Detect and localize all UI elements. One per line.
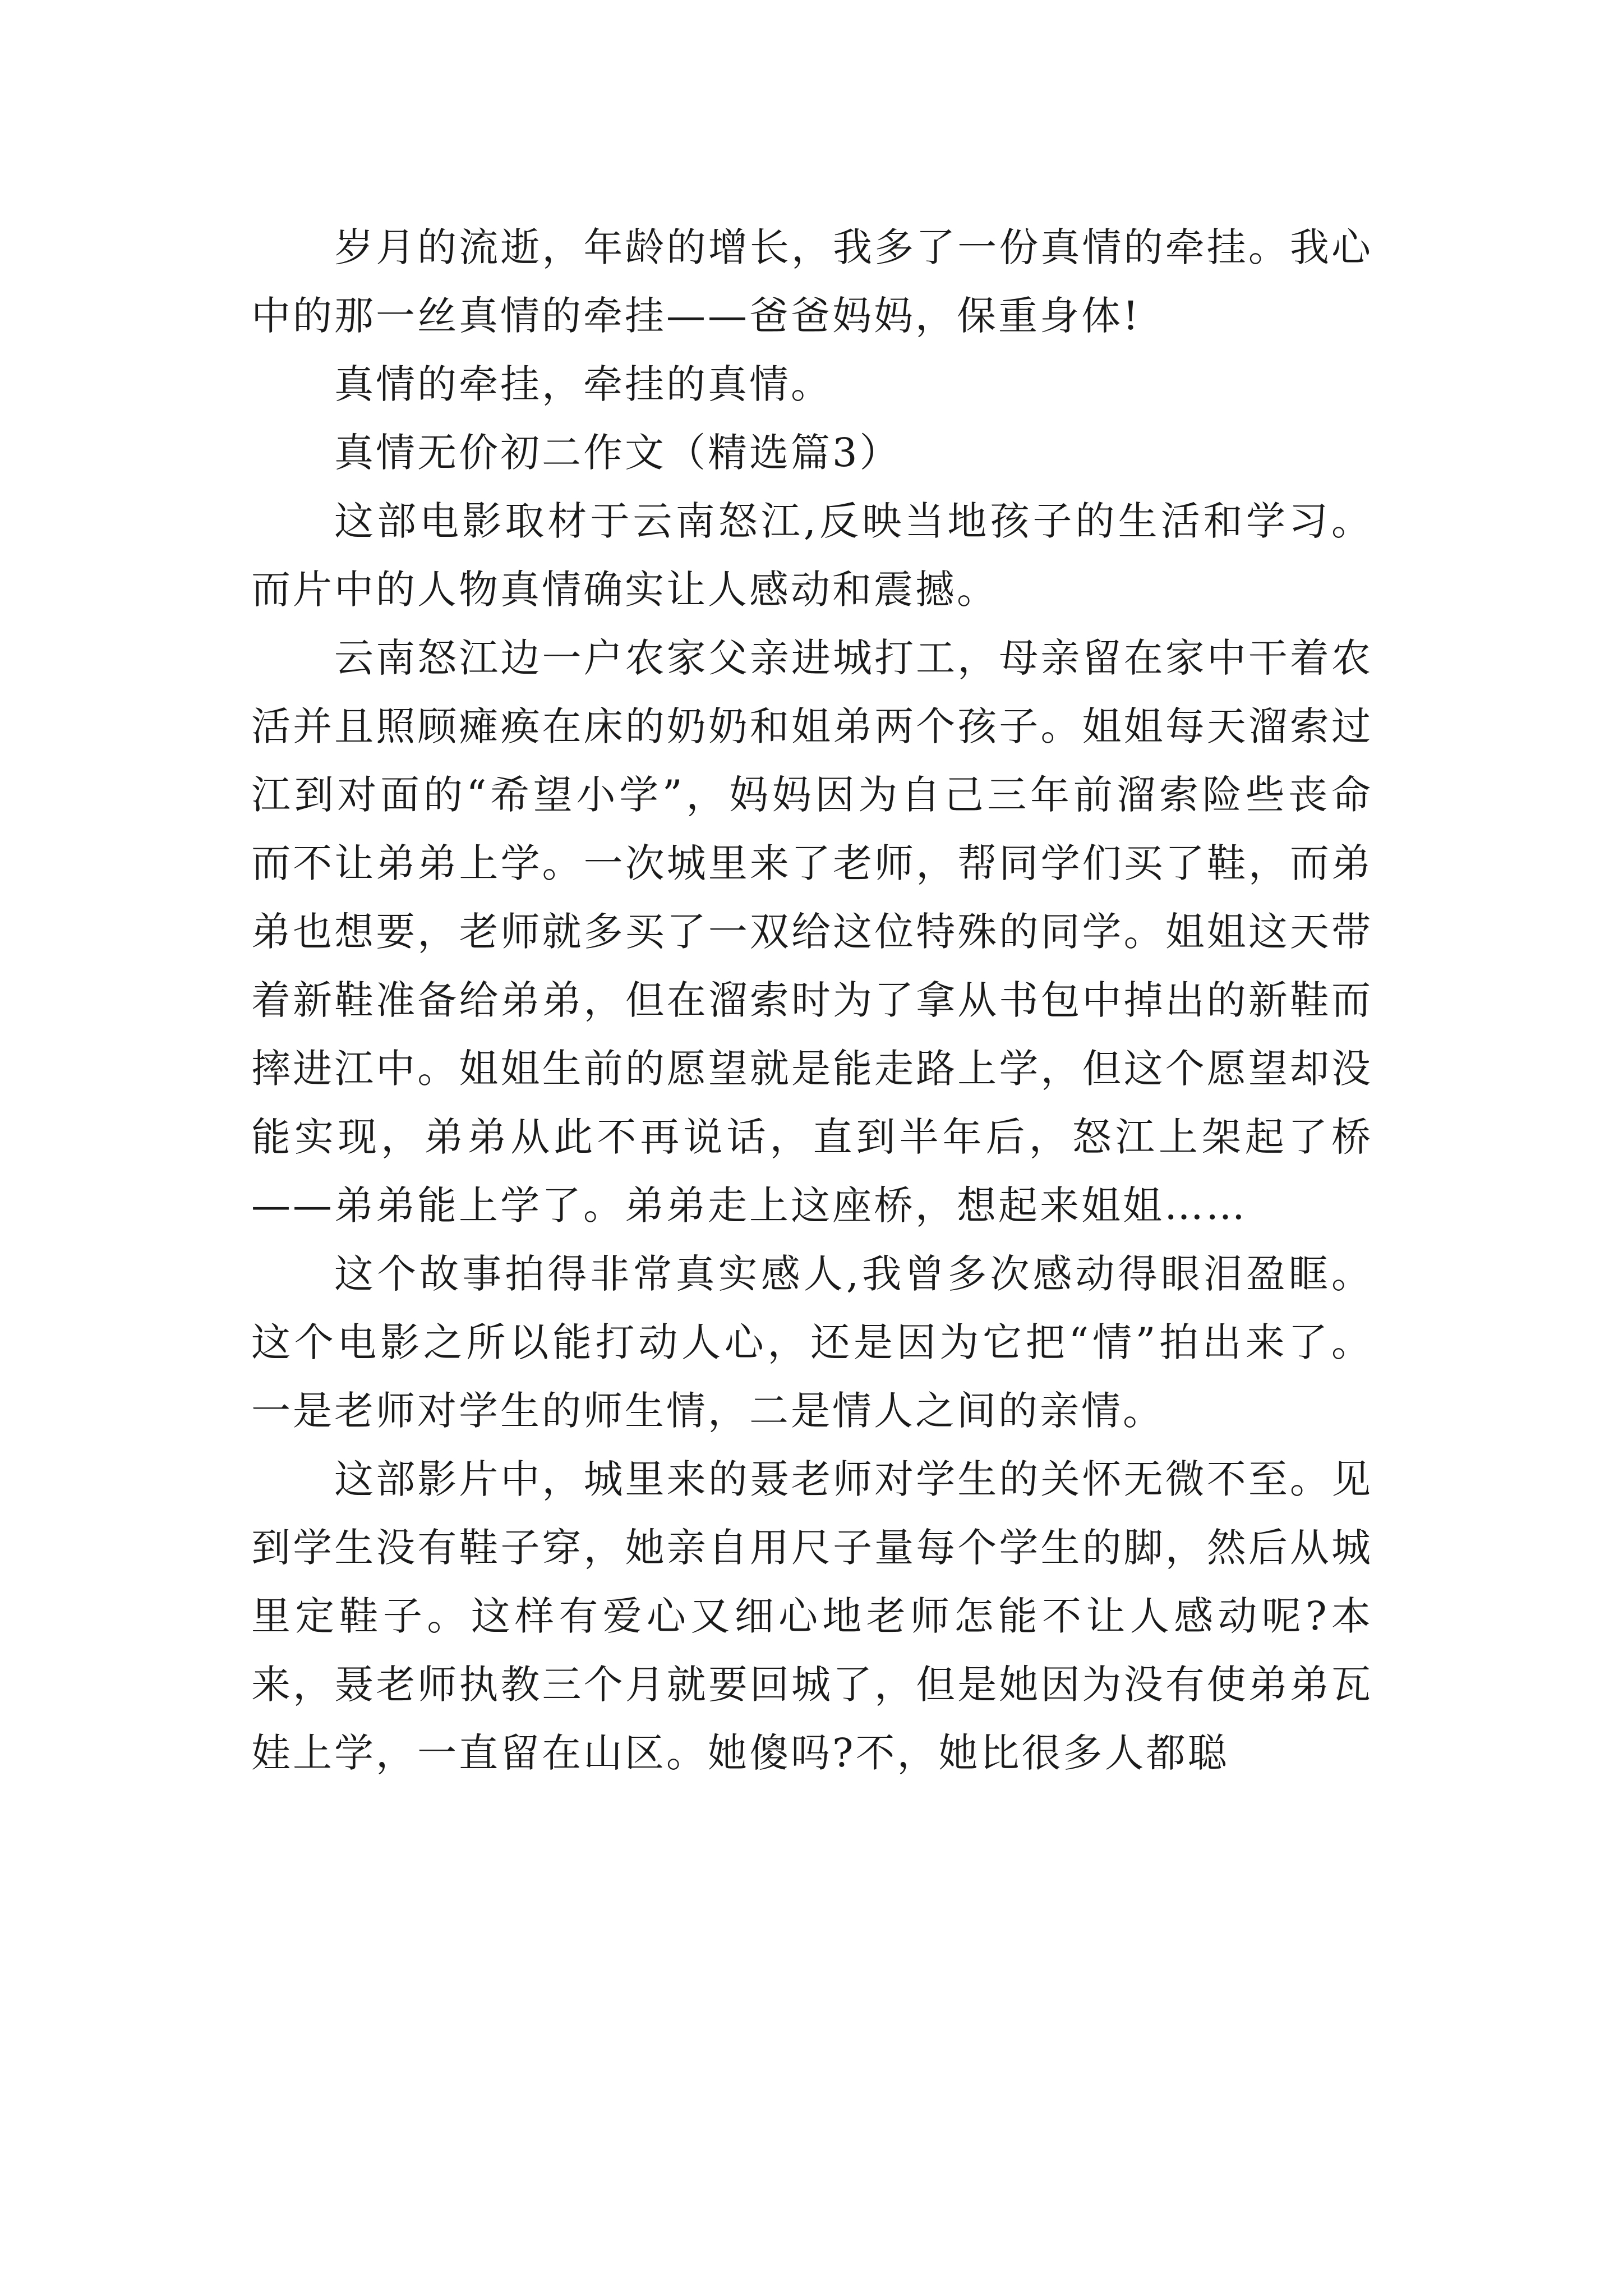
paragraph-teacher: 这部影片中，城里来的聂老师对学生的关怀无微不至。见到学生没有鞋子穿，她亲自用尺子量每个学生的脚，然后从城里定鞋子。这样有爱心又细心地老师怎能不让人感动呢?本来，聂老师执教三个月就要回城了，但是她因为没有使弟弟瓦娃上学，一直留在山区。她傻吗?不，她比很多人都聪 xyxy=(251,1456,1373,1776)
paragraph-summary: 真情的牵挂，牵挂的真情。 xyxy=(334,361,832,407)
paragraph-intro: 这部电影取材于云南怒江,反映当地孩子的生活和学习。而片中的人物真情确实让人感动和震撼。 xyxy=(251,498,1373,613)
paragraph-closing: 岁月的流逝，年龄的增长，我多了一份真情的牵挂。我心中的那一丝真情的牵挂——爸爸妈妈，保重身体! xyxy=(251,224,1373,339)
paragraph-story: 云南怒江边一户农家父亲进城打工，母亲留在家中干着农活并且照顾瘫痪在床的奶奶和姐弟两个孩子。姐姐每天溜索过江到对面的“希望小学”，妈妈因为自己三年前溜索险些丧命而不让弟弟上学。一次城里来了老师，帮同学们买了鞋，而弟弟也想要，老师就多买了一双给这位特殊的同学。姐姐这天带着新鞋准备给弟弟，但在溜索时为了拿从书包中掉出的新鞋而摔进江中。姐姐生前的愿望就是能走路上学，但这个愿望却没能实现，弟弟从此不再说话，直到半年后，怒江上架起了桥——弟弟能上学了。弟弟走上这座桥，想起来姐姐…… xyxy=(251,635,1373,1228)
section-title: 真情无价初二作文（精选篇3） xyxy=(334,430,901,476)
document-body xyxy=(251,213,1373,1787)
paragraph-reflection: 这个故事拍得非常真实感人,我曾多次感动得眼泪盈眶。这个电影之所以能打动人心，还是因为它把“情”拍出来了。一是老师对学生的师生情，二是情人之间的亲情。 xyxy=(251,1251,1373,1434)
